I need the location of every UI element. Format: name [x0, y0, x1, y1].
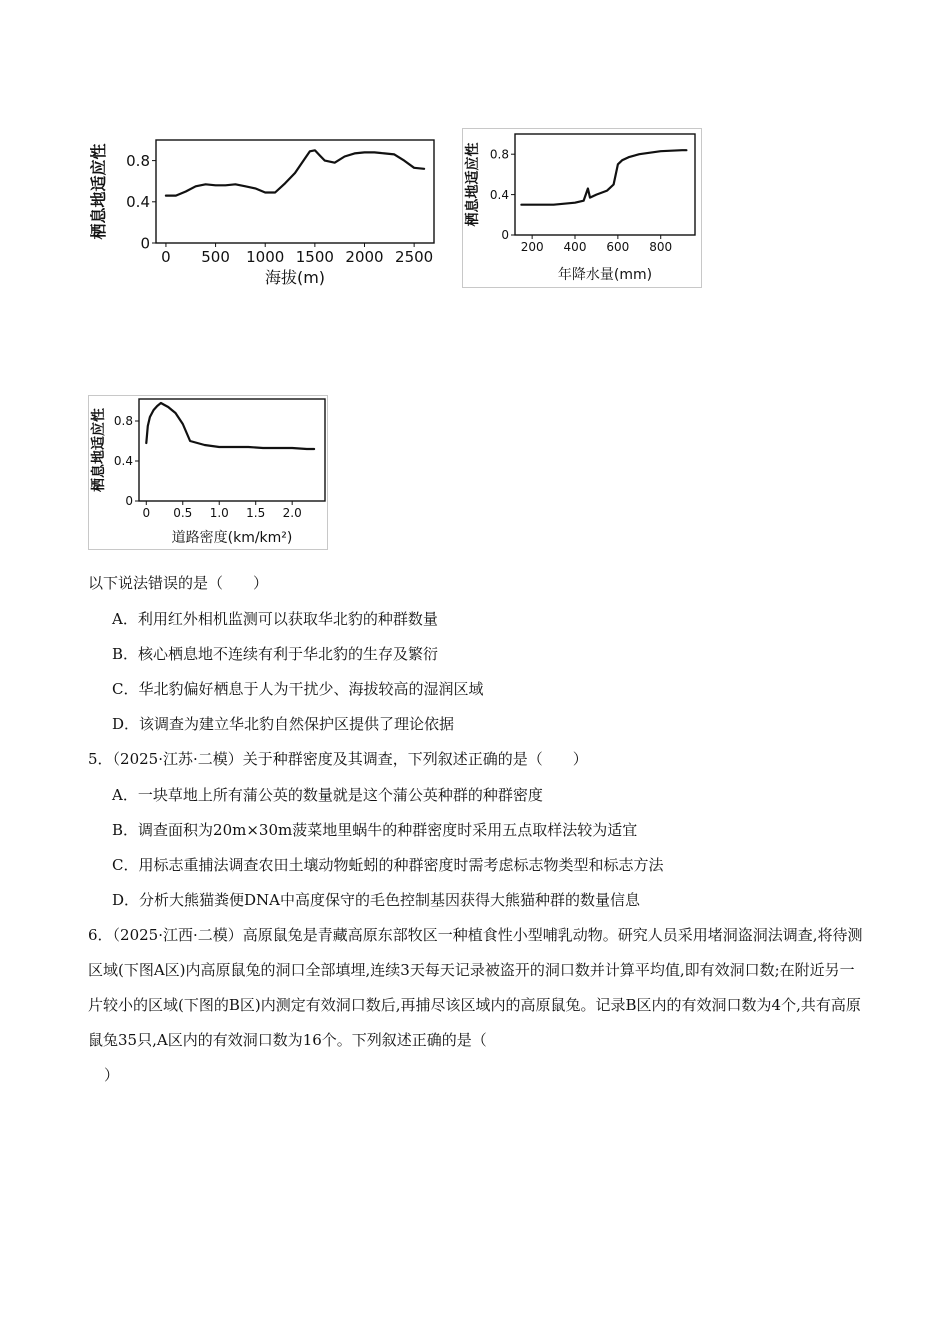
q4-option-c[interactable]: C．华北豹偏好栖息于人为干扰少、海拔较高的湿润区域	[112, 680, 484, 698]
x-tick-label: 0.5	[173, 506, 193, 520]
y-tick-label: 0.8	[113, 414, 133, 429]
q5-option-c[interactable]: C．用标志重捕法调查农田土壤动物蚯蚓的种群密度时需考虑标志物类型和标志方法	[112, 856, 664, 874]
plot-frame	[156, 140, 434, 243]
q4-option-d[interactable]: D．该调查为建立华北豹自然保护区提供了理论依据	[112, 715, 455, 733]
x-tick-label: 1500	[295, 248, 334, 266]
q5-stem: 5．（2025·江苏·二模）关于种群密度及其调查，下列叙述正确的是（ ）	[88, 750, 588, 768]
q5-option-d[interactable]: D．分析大熊猫粪便DNA中高度保守的毛色控制基因获得大熊猫种群的数量信息	[112, 891, 641, 909]
y-tick-label: 0.4	[126, 193, 150, 212]
q6-stem-tail: ）	[104, 1066, 120, 1084]
y-tick-label: 0	[125, 494, 133, 509]
x-tick-label: 0	[161, 248, 171, 266]
x-tick-label: 1.5	[246, 506, 266, 520]
chart-altitude	[88, 128, 438, 288]
y-tick-label: 0	[140, 234, 150, 253]
y-tick-label: 0.4	[113, 454, 133, 469]
x-tick-label: 800	[649, 240, 673, 254]
x-tick-label: 400	[563, 240, 587, 254]
chart-altitude-svg	[88, 128, 438, 288]
y-axis-label: 栖息地适应性	[465, 142, 481, 227]
q5-option-b[interactable]: B．调查面积为20m×30m菠菜地里蜗牛的种群密度时采用五点取样法较为适宜	[112, 821, 638, 839]
chart-precipitation-svg	[463, 129, 701, 287]
q4-option-b[interactable]: B．核心栖息地不连续有利于华北豹的生存及繁衍	[112, 645, 439, 663]
y-axis-label: 栖息地适应性	[89, 143, 108, 240]
q4-stem: 以下说法错误的是（ ）	[88, 574, 269, 592]
y-axis-label: 栖息地适应性	[91, 408, 107, 492]
q6-stem	[88, 918, 868, 1093]
x-axis-label: 道路密度(km/km²)	[171, 530, 293, 546]
q4-option-a[interactable]: A．利用红外相机监测可以获取华北豹的种群数量	[112, 610, 438, 628]
q5-option-a[interactable]: A．一块草地上所有蒲公英的数量就是这个蒲公英种群的种群密度	[112, 786, 543, 804]
series-line	[166, 150, 424, 195]
x-tick-label: 2.0	[282, 506, 302, 520]
x-axis-label: 年降水量(mm)	[557, 267, 653, 283]
x-tick-label: 2000	[345, 248, 384, 266]
y-tick-label: 0	[501, 228, 509, 243]
x-tick-label: 500	[201, 248, 230, 266]
x-tick-label: 1000	[246, 248, 285, 266]
y-tick-label: 0.8	[126, 151, 150, 170]
x-tick-label: 600	[606, 240, 630, 254]
x-tick-label: 2500	[395, 248, 434, 266]
chart-road-density	[88, 395, 328, 550]
x-tick-label: 200	[520, 240, 544, 254]
x-axis-label: 海拔(m)	[264, 268, 326, 287]
plot-frame	[515, 134, 695, 235]
x-tick-label: 1.0	[209, 506, 229, 520]
y-tick-label: 0.4	[489, 187, 509, 202]
chart-precipitation	[462, 128, 702, 288]
q6-stem-text: 6．（2025·江西·二模）高原鼠兔是青藏高原东部牧区一种植食性小型哺乳动物。研究人员采用堵洞盗洞法调查,将待测区域(下图A区)内高原鼠兔的洞口全部填埋,连续3天每天记录被盗开的洞口数并计算平均值,即有效洞口数;在附近另一片较小的区域(下图的B区)内测定有效洞口数后,再捕尽该区域内的高原鼠兔。记录B区内的有效洞口数为4个,共有高原鼠兔35只,A区内的有效洞口数为16个。下列叙述正确的是（	[88, 926, 863, 1049]
x-tick-label: 0	[142, 506, 151, 520]
chart-road-density-svg	[89, 396, 327, 549]
series-line	[146, 403, 314, 449]
plot-frame	[139, 399, 325, 501]
series-line	[521, 150, 686, 205]
y-tick-label: 0.8	[489, 147, 509, 162]
